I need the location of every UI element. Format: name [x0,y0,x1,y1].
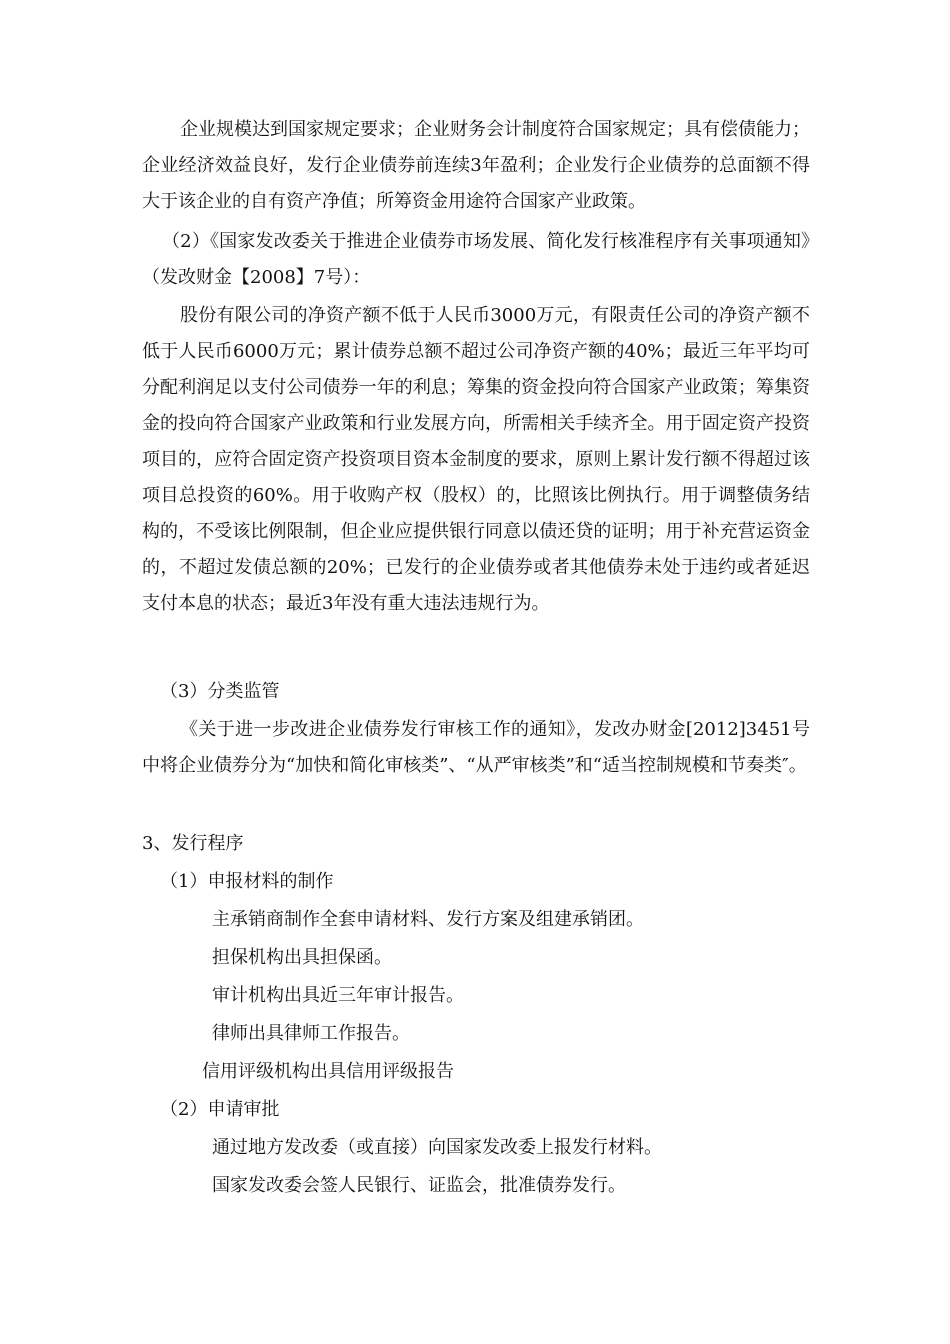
list-item-credit-rating: 信用评级机构出具信用评级报告 [202,1061,454,1082]
paragraph-net-asset-requirements: 股份有限公司的净资产额不低于人民币3000万元，有限责任公司的净资产额不低于人民币6000万元；累计债券总额不超过公司净资产额的40%；最近三年平均可分配利润足以支付公司债券一年的利息；筹集的资金投向符合国家产业政策；筹集资金的投向符合国家产业政策和行业发展方向，所需相关手续齐全。用于固定资产投资项目的，应符合固定资产投资项目资本金制度的要求，原则上累计发行额不得超过该项目总投资的60%。用于收购产权（股权）的，比照该比例执行。用于调整债务结构的，不受该比例限制，但企业应提供银行同意以债还贷的证明；用于补充营运资金的，不超过发债总额的20%；已发行的企业债券或者其他债券未处于违约或者延迟支付本息的状态；最近3年没有重大违法违规行为。 [142,305,810,614]
list-item-lawyer: 律师出具律师工作报告。 [212,1023,410,1044]
heading-ndrc-notice-2008: （2）《国家发改委关于推进企业债券市场发展、简化发行核准程序有关事项通知》（发改财金【2008】7号）： [142,231,810,288]
list-item-underwriter: 主承销商制作全套申请材料、发行方案及组建承销团。 [212,909,644,930]
list-item-approval: 国家发改委会签人民银行、证监会，批准债券发行。 [212,1175,626,1196]
paragraph-review-notice-2012: 《关于进一步改进企业债券发行审核工作的通知》，发改办财金[2012]3451号中将企业债券分为“加快和简化审核类”、“从严审核类”和“适当控制规模和节奏类″。 [142,719,810,776]
subsection-application-approval: （2）申请审批 [160,1099,280,1120]
list-item-auditor: 审计机构出具近三年审计报告。 [212,985,464,1006]
list-item-submit-materials: 通过地方发改委（或直接）向国家发改委上报发行材料。 [212,1137,662,1158]
heading-classified-supervision: （3）分类监管 [160,681,280,702]
subsection-application-materials: （1）申报材料的制作 [160,871,334,892]
section-issuance-procedure: 3、发行程序 [142,833,244,854]
paragraph-issuer-requirements: 企业规模达到国家规定要求；企业财务会计制度符合国家规定；具有偿债能力；企业经济效益良好，发行企业债券前连续3年盈利；企业发行企业债券的总面额不得大于该企业的自有资产净值；所筹资金用途符合国家产业政策。 [142,119,810,212]
list-item-guarantor: 担保机构出具担保函。 [212,947,392,968]
